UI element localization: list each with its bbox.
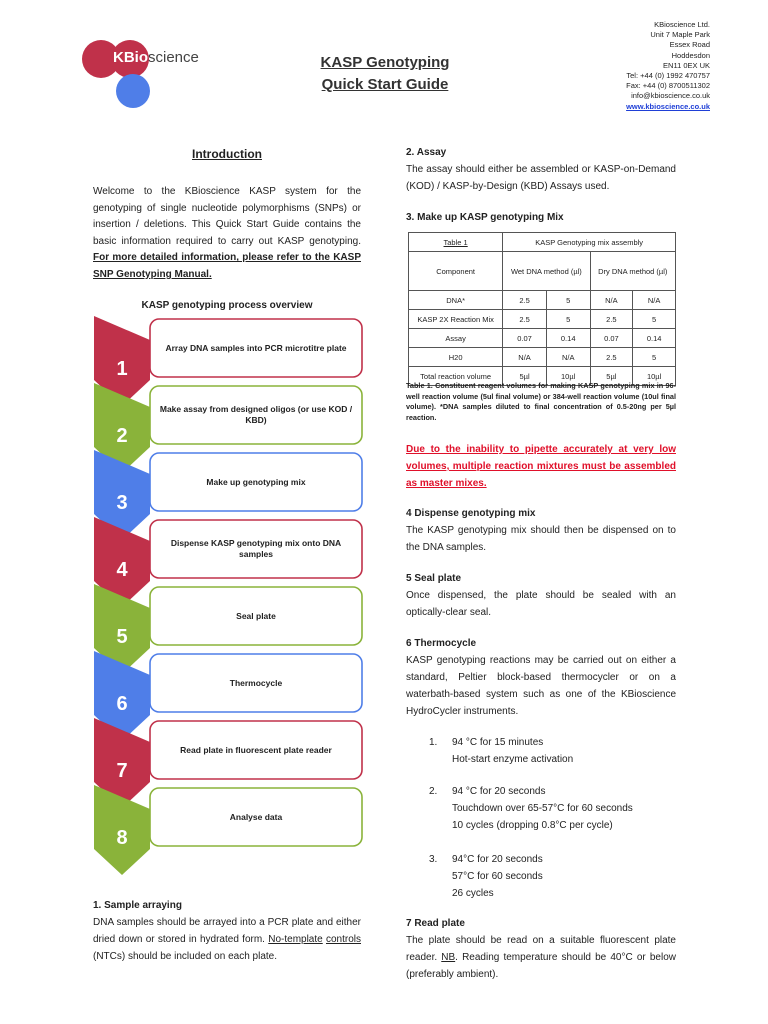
cycle-number: 2. bbox=[429, 786, 438, 797]
sec4-text: The KASP genotyping mix should then be dispensed on to the DNA samples. bbox=[406, 525, 676, 553]
sec2-text: The assay should either be assembled or KASP-on-Demand (KOD) / KASP-by-Design (KBD) Assays used. bbox=[406, 164, 676, 192]
sec5-heading: 5 Seal plate bbox=[406, 573, 462, 584]
table-group-header: KASP Genotyping mix assembly bbox=[503, 233, 676, 252]
overview-heading: KASP genotyping process overview bbox=[141, 300, 313, 311]
title-line-2: Quick Start Guide bbox=[321, 76, 449, 93]
sec2-heading: 2. Assay bbox=[406, 147, 447, 158]
website-link[interactable]: www.kbioscience.co.uk bbox=[626, 101, 710, 111]
intro-text bbox=[93, 184, 361, 284]
logo bbox=[113, 49, 199, 66]
cycle-step: 10 cycles (dropping 0.8°C per cycle) bbox=[452, 820, 613, 831]
sec1-controls: controls bbox=[325, 934, 361, 945]
table-cell: 2.5 bbox=[503, 291, 547, 310]
sec6-heading: 6 Thermocycle bbox=[406, 638, 477, 649]
table-cell: 5 bbox=[633, 348, 676, 367]
sec7-text bbox=[406, 932, 676, 983]
address-fax: Fax: +44 (0) 8700511302 bbox=[626, 81, 710, 91]
table-cell: 2.5 bbox=[590, 348, 633, 367]
sec3-heading: 3. Make up KASP genotyping Mix bbox=[406, 212, 564, 223]
table-row bbox=[409, 310, 676, 329]
logo-science: science bbox=[148, 49, 199, 66]
step-number: 1 bbox=[116, 358, 128, 380]
title-line-1: KASP Genotyping bbox=[320, 54, 450, 71]
step-label: Thermocycle bbox=[229, 677, 283, 688]
address-line: Unit 7 Maple Park bbox=[650, 30, 710, 40]
table-cell: 0.07 bbox=[503, 329, 547, 348]
step-number: 7 bbox=[116, 760, 128, 782]
table-wet-header: Wet DNA method (µl) bbox=[503, 252, 590, 291]
sec1-text-a: DNA samples should be arrayed into a PCR plate and either dried down or stored in hydrated form. bbox=[93, 917, 361, 945]
sec6-text: KASP genotyping reactions may be carried out on either a standard, Peltier block-based thermocycler or on a waterbath-based system such as one of the KBioscience HydroCycler instruments. bbox=[406, 655, 676, 717]
table-row-label: KASP 2X Reaction Mix bbox=[409, 310, 503, 329]
master-mix-warning: Due to the inability to pipette accurately at very low volumes, multiple reaction mixtures must be assembled as master mixes. bbox=[406, 444, 676, 489]
step-label: Array DNA samples into PCR microtitre plate bbox=[165, 342, 347, 353]
genotyping-mix-table bbox=[408, 232, 676, 386]
step-number: 3 bbox=[116, 492, 128, 514]
step-number: 8 bbox=[116, 827, 128, 849]
table-cell: 0.07 bbox=[590, 329, 633, 348]
cycle-step: 94°C for 20 seconds bbox=[452, 854, 543, 865]
step-number: 6 bbox=[116, 693, 128, 715]
table-cell: N/A bbox=[633, 291, 676, 310]
table-cell: 5µl bbox=[503, 367, 547, 386]
table-cell: 2.5 bbox=[503, 310, 547, 329]
address-line: EN11 0EX UK bbox=[663, 60, 710, 70]
sec7-text-a: The plate should be read on a suitable fluorescent plate reader. bbox=[406, 935, 676, 963]
table-cell: 0.14 bbox=[633, 329, 676, 348]
table-cell: 10µl bbox=[633, 367, 676, 386]
sec1-text-c: (NTCs) should be included on each plate. bbox=[93, 951, 277, 962]
table-row-label: DNA* bbox=[409, 291, 503, 310]
sec1-no-template: No-template bbox=[268, 934, 323, 945]
step-number: 2 bbox=[116, 425, 128, 447]
step-label: Dispense KASP genotyping mix onto DNA samples bbox=[170, 538, 342, 559]
table-cell: 5µl bbox=[590, 367, 633, 386]
intro-heading: Introduction bbox=[192, 147, 262, 161]
step-number: 5 bbox=[116, 626, 128, 648]
sec7-heading: 7 Read plate bbox=[406, 918, 465, 929]
cycle-number: 1. bbox=[429, 737, 438, 748]
table-row bbox=[409, 348, 676, 367]
company-address bbox=[626, 20, 710, 112]
table-title: Table 1 bbox=[409, 233, 503, 252]
table-caption: Table 1. Constituent reagent volumes for making KASP genotyping mix in 96-well reaction volume (5ul final volume) or 384-well reaction volume (10ul final volume). *DNA samples diluted to final concentration of 0.5-20ng per 5µl reaction. bbox=[406, 381, 676, 422]
logo-kb: KBio bbox=[113, 49, 148, 66]
table-cell: 5 bbox=[546, 310, 590, 329]
address-email[interactable]: info@kbioscience.co.uk bbox=[631, 91, 710, 101]
sec5-text: Once dispensed, the plate should be sealed with an optically-clear seal. bbox=[406, 590, 676, 618]
cycle-step: 94 °C for 20 seconds bbox=[452, 786, 546, 797]
cycle-step: Hot-start enzyme activation bbox=[452, 754, 574, 765]
step-label: Make assay from designed oligos (or use KOD / KBD) bbox=[159, 404, 353, 425]
table-cell: 0.14 bbox=[546, 329, 590, 348]
sec4-heading: 4 Dispense genotyping mix bbox=[406, 508, 536, 519]
address-line: KBioscience Ltd. bbox=[654, 20, 710, 29]
page-title bbox=[300, 52, 470, 96]
sec7-nb: NB bbox=[441, 952, 456, 963]
address-line: Essex Road bbox=[669, 40, 710, 50]
step-label: Seal plate bbox=[236, 610, 276, 621]
cycle-number: 3. bbox=[429, 854, 438, 865]
table-row bbox=[409, 291, 676, 310]
step-label: Make up genotyping mix bbox=[206, 476, 306, 487]
step-number: 4 bbox=[116, 559, 128, 581]
table-cell: 5 bbox=[546, 291, 590, 310]
table-cell: 10µl bbox=[546, 367, 590, 386]
sec1-heading: 1. Sample arraying bbox=[93, 900, 182, 911]
table-cell: 2.5 bbox=[590, 310, 633, 329]
table-row-label: Total reaction volume bbox=[409, 367, 503, 386]
address-line: Hoddesdon bbox=[671, 50, 710, 60]
logo-circle-blue bbox=[116, 74, 150, 108]
table-component-header: Component bbox=[409, 252, 503, 291]
table-dry-header: Dry DNA method (µl) bbox=[590, 252, 675, 291]
manual-link[interactable]: For more detailed information, please refer to the KASP SNP Genotyping Manual. bbox=[93, 252, 361, 280]
sec7-text-b: . Reading temperature should be 40°C or below (preferably ambient). bbox=[406, 952, 676, 980]
cycle-step: Touchdown over 65-57°C for 60 seconds bbox=[452, 803, 633, 814]
step-label: Read plate in fluorescent plate reader bbox=[180, 744, 332, 755]
table-cell: N/A bbox=[546, 348, 590, 367]
intro-body: Welcome to the KBioscience KASP system for the genotyping of single nucleotide polymorphisms (SNPs) or insertion / deletions. This Quick Start Guide contains the basic information required to carry out KASP genotyping. bbox=[93, 186, 361, 247]
table-row-label: H20 bbox=[409, 348, 503, 367]
cycle-step: 26 cycles bbox=[452, 888, 494, 899]
table-cell: N/A bbox=[590, 291, 633, 310]
table-row bbox=[409, 329, 676, 348]
cycle-step: 57°C for 60 seconds bbox=[452, 871, 543, 882]
table-cell: 5 bbox=[633, 310, 676, 329]
sec1-text bbox=[93, 914, 361, 965]
table-cell: N/A bbox=[503, 348, 547, 367]
step-label: Analyse data bbox=[229, 811, 283, 822]
cycle-step: 94 °C for 15 minutes bbox=[452, 737, 544, 748]
table-row-label: Assay bbox=[409, 329, 503, 348]
address-phone: Tel: +44 (0) 1992 470757 bbox=[626, 71, 710, 81]
